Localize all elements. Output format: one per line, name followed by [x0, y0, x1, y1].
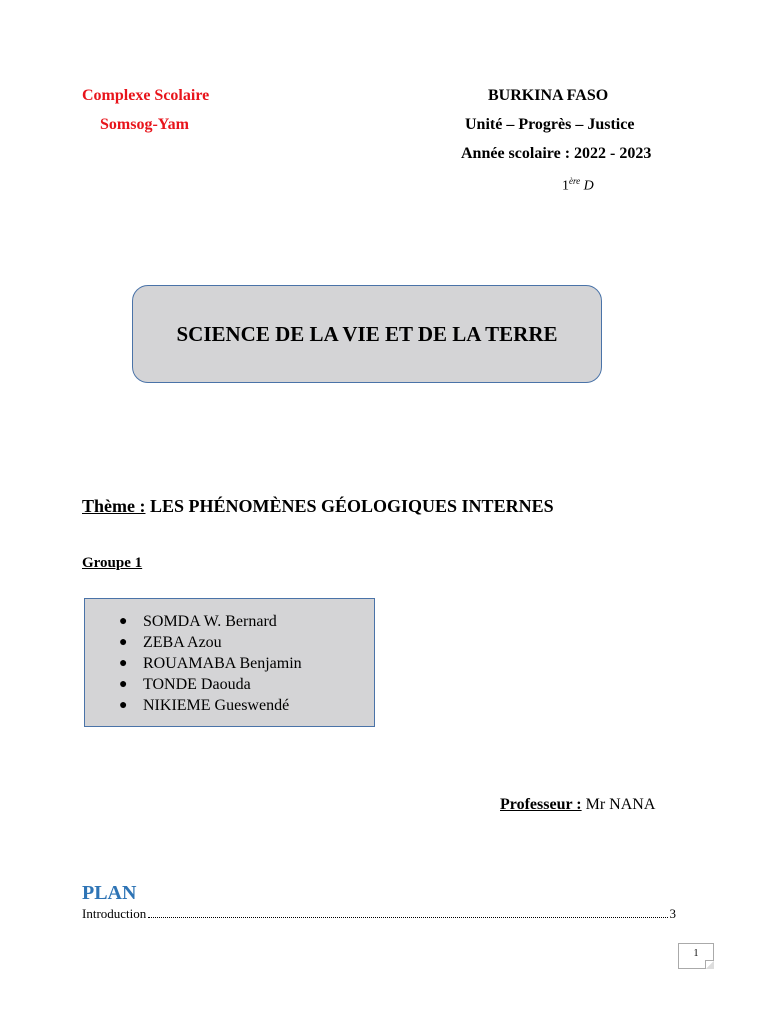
bullet-icon: ●	[119, 635, 128, 650]
list-item	[119, 611, 374, 632]
page-number: 1	[693, 948, 699, 959]
member-name: TONDE Daouda	[143, 676, 251, 693]
list-item	[119, 653, 374, 674]
member-name: NIKIEME Gueswendé	[143, 697, 290, 714]
group-label: Groupe 1	[82, 555, 143, 571]
class-number: 1	[562, 178, 569, 194]
country-name: BURKINA FASO	[488, 87, 609, 104]
toc-entry-page: 3	[669, 906, 676, 921]
page-number-box	[678, 943, 714, 969]
class-superscript: ère	[569, 176, 581, 186]
member-name: SOMDA W. Bernard	[143, 613, 277, 630]
theme-label: Thème :	[82, 496, 146, 516]
plan-heading: PLAN	[82, 882, 137, 904]
class-level	[562, 176, 594, 195]
school-year: Année scolaire : 2022 - 2023	[461, 145, 652, 162]
professor-label: Professeur :	[500, 796, 582, 813]
members-list	[85, 599, 374, 716]
bullet-icon: ●	[119, 614, 128, 629]
list-item	[119, 632, 374, 653]
member-name: ROUAMABA Benjamin	[143, 655, 302, 672]
professor-line	[500, 796, 655, 814]
bullet-icon: ●	[119, 698, 128, 713]
member-name: ZEBA Azou	[143, 634, 222, 651]
subject-title: SCIENCE DE LA VIE ET DE LA TERRE	[176, 321, 558, 346]
country-motto: Unité – Progrès – Justice	[465, 116, 635, 133]
list-item	[119, 695, 374, 716]
school-name-line1: Complexe Scolaire	[82, 87, 210, 104]
school-name-line2: Somsog-Yam	[100, 116, 189, 133]
class-letter: D	[580, 178, 594, 194]
subject-title-box	[132, 285, 602, 383]
bullet-icon: ●	[119, 656, 128, 671]
professor-name: Mr NANA	[581, 796, 656, 813]
toc-entry[interactable]	[82, 906, 676, 922]
bullet-icon: ●	[119, 677, 128, 692]
list-item	[119, 674, 374, 695]
theme-line	[82, 496, 554, 517]
members-box	[84, 598, 375, 727]
page-fold-icon	[705, 960, 714, 969]
toc-leader-dots	[148, 917, 667, 918]
toc-entry-title: Introduction	[82, 906, 147, 921]
theme-value: LES PHÉNOMÈNES GÉOLOGIQUES INTERNES	[145, 496, 554, 516]
